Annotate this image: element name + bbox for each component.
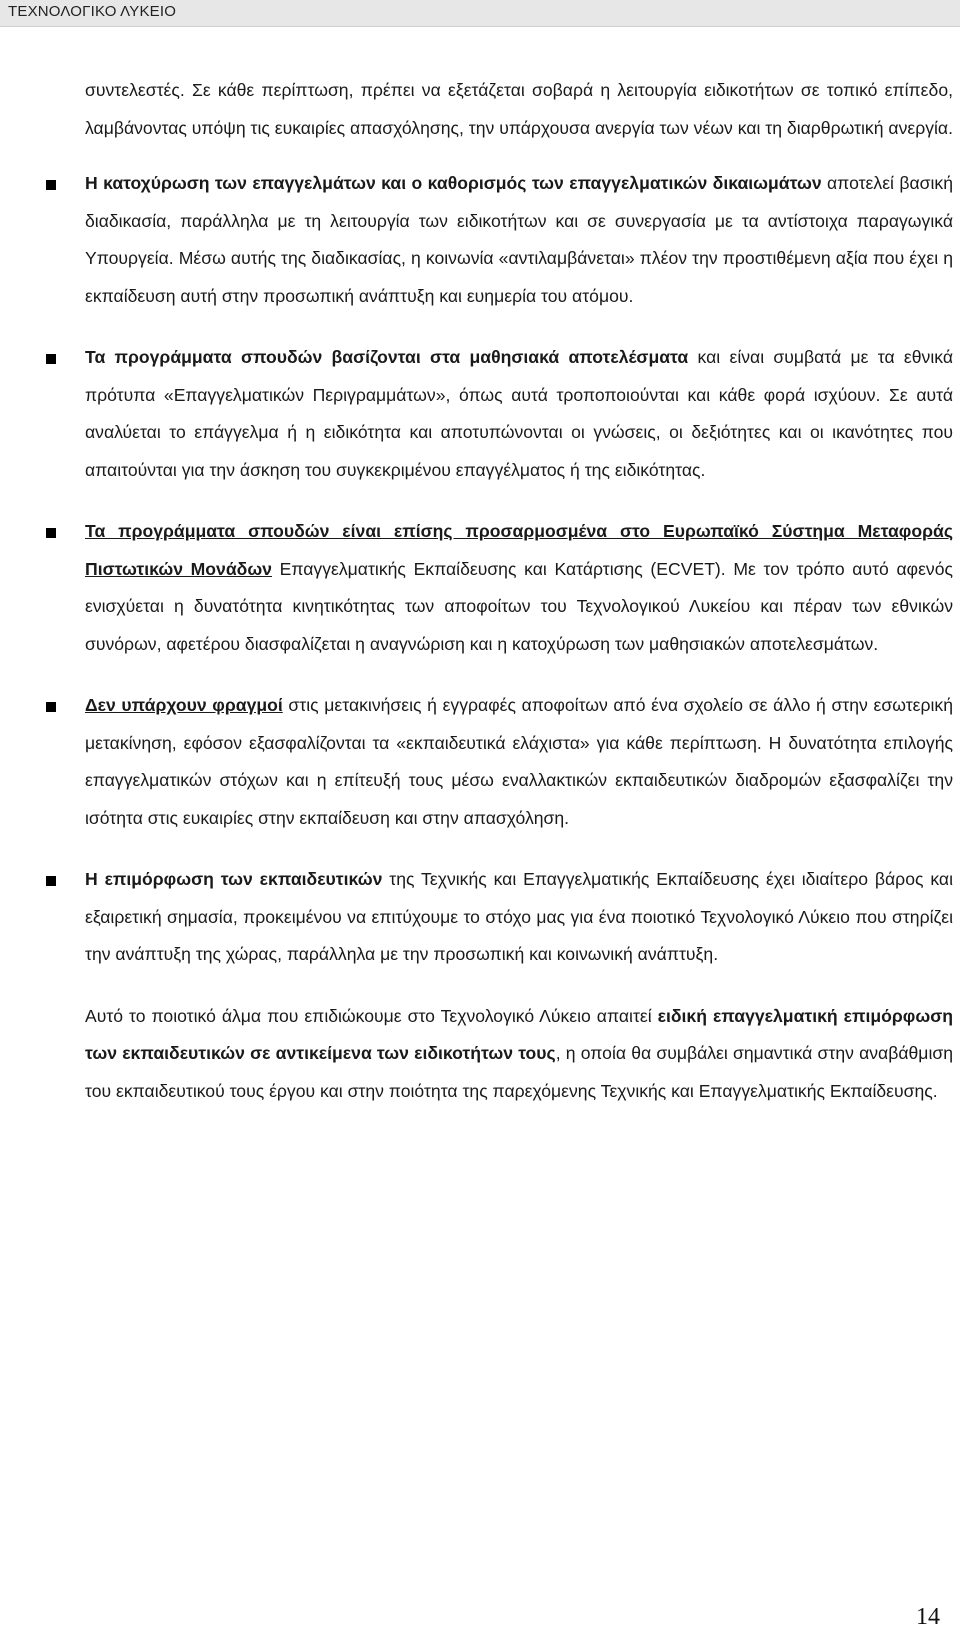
bullet-text-3: Επαγγελματικής Εκπαίδευσης και Κατάρτισης (ECVET). Με τον τρόπο αυτό αφενός ενισχύεται η δυνατότητα κινητικότητας των αποφοίτων του Τεχνολογικού Λυκείου και πέραν των εθνικών συνόρων, αφετέρου διασφαλίζεται η αναγνώριση και η κατοχύρωση των μαθησιακών αποτελεσμάτων. (85, 558, 953, 654)
closing-after: , η οποία θα συμβάλει σημαντικά στην αναβάθμιση του εκπαιδευτικού τους έργου και στην ποιότητα της παρεχόμενης Τεχνικής και Επαγγελματικής Εκπαίδευσης. (85, 1043, 953, 1101)
closing-before: Αυτό το ποιοτικό άλμα που επιδιώκουμε στο Τεχνολογικό Λύκειο απαιτεί (85, 1005, 658, 1026)
bullet-lead-4: Δεν υπάρχουν φραγμοί (85, 695, 283, 715)
intro-paragraph: συντελεστές. Σε κάθε περίπτωση, πρέπει να εξετάζεται σοβαρά η λειτουργία ειδικοτήτων σε τοπικό επίπεδο, λαμβάνοντας υπόψη τις ευκαιρίες απασχόλησης, την υπάρχουσα ανεργία των νέων και τη διαρθρωτική ανεργία. (85, 80, 953, 138)
square-bullet-icon (46, 702, 56, 712)
bullet-item-1 (85, 165, 953, 315)
bullet-lead-5: Η επιμόρφωση των εκπαιδευτικών (85, 869, 383, 889)
bullet-lead-1: Η κατοχύρωση των επαγγελμάτων και ο καθορισμός των επαγγελματικών δικαιωμάτων (85, 173, 822, 193)
bullet-lead-2: Τα προγράμματα σπουδών βασίζονται στα μαθησιακά αποτελέσματα (85, 347, 689, 367)
header-title: ΤΕΧΝΟΛΟΓΙΚΟ ΛΥΚΕΙΟ (8, 3, 177, 20)
square-bullet-icon (46, 876, 56, 886)
bullet-item-5 (85, 861, 953, 974)
closing-paragraph (85, 998, 953, 1111)
bullet-item-2 (85, 339, 953, 489)
closing-bold: ειδική επαγγελματική επιμόρφωση των εκπαιδευτικών σε αντικείμενα των ειδικοτήτων τους (85, 1005, 953, 1063)
bullet-text-1: αποτελεί βασική διαδικασία, παράλληλα με τη λειτουργία των ειδικοτήτων και σε συνεργασία με τα αντίστοιχα παραγωγικά Υπουργεία. Μέσω αυτής της διαδικασίας, η κοινωνία «αντιλαμβάνεται» πλέον την προστιθέμενη αξία που έχει η εκπαίδευση αυτή στην προσωπική ανάπτυξη και ευημερία του ατόμου. (85, 173, 953, 306)
bullet-text-2: και είναι συμβατά με τα εθνικά πρότυπα «Επαγγελματικών Περιγραμμάτων», όπως αυτά τροποποιούνται και κάθε φορά ισχύουν. Σε αυτά αναλύεται το επάγγελμα ή η ειδικότητα και αποτυπώνονται οι γνώσεις, οι δεξιότητες και οι ικανότητες που απαιτούνται για την άσκηση του συγκεκριμένου επαγγέλματος ή της ειδικότητας. (85, 347, 953, 480)
bullet-item-3 (85, 513, 953, 663)
square-bullet-icon (46, 180, 56, 190)
bullet-text-4: στις μετακινήσεις ή εγγραφές αποφοίτων από ένα σχολείο σε άλλο ή στην εσωτερική μετακίνηση, εφόσον εξασφαλίζονται τα «εκπαιδευτικά ελάχιστα» για κάθε περίπτωση. Η δυνατότητα επιλογής επαγγελματικών στόχων και η επίτευξή τους μέσω εναλλακτικών εκπαιδευτικών διαδρομών εξασφαλίζει την ισότητα στις ευκαιρίες στην εκπαίδευση και στην απασχόληση. (85, 695, 953, 828)
document-body (85, 72, 953, 1110)
bullet-item-4 (85, 687, 953, 837)
square-bullet-icon (46, 354, 56, 364)
square-bullet-icon (46, 528, 56, 538)
bullet-lead-3: Τα προγράμματα σπουδών είναι επίσης προσαρμοσμένα στο Ευρωπαϊκό Σύστημα Μεταφοράς Πιστωτικών Μονάδων (85, 521, 953, 579)
running-header (0, 0, 960, 27)
bullet-text-5: της Τεχνικής και Επαγγελματικής Εκπαίδευσης έχει ιδιαίτερο βάρος και εξαιρετική σημασία, προκειμένου να επιτύχουμε το στόχο μας για ένα ποιοτικό Τεχνολογικό Λύκειο που στηρίζει την ανάπτυξη της χώρας, παράλληλα με την προσωπική και κοινωνική ανάπτυξη. (85, 869, 953, 964)
page-number: 14 (916, 1604, 940, 1630)
